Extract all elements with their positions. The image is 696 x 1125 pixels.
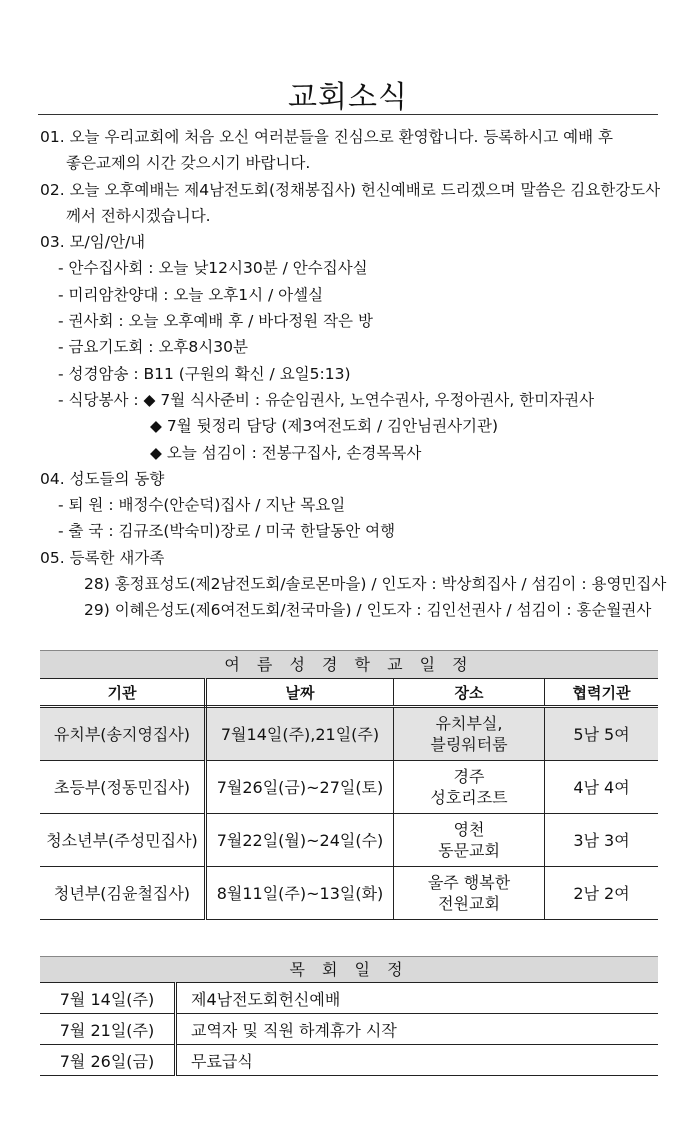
table-row [40, 983, 658, 1014]
notice-04-heading: 04. 성도들의 동향 [40, 469, 165, 488]
table-row [40, 1045, 658, 1076]
partner-cell: 2남 2여 [545, 867, 659, 920]
member-news-item: - 퇴 원 : 배정수(안순덕)집사 / 지난 목요일 [58, 496, 346, 515]
summer-school-heading: 여 름 성 경 학 교 일 정 [40, 650, 658, 679]
date-cell: 7월26일(금)~27일(토) [206, 761, 394, 814]
kitchen-duty-item: ◆ 7월 뒷정리 담당 (제3여전도회 / 김안님권사기관) [150, 417, 499, 436]
place-line: 동문교회 [438, 841, 500, 860]
date-cell: 7월22일(월)~24일(수) [206, 814, 394, 867]
notice-05-heading: 05. 등록한 새가족 [40, 548, 165, 567]
schedule-event-cell: 무료급식 [176, 1045, 659, 1076]
place-cell [394, 707, 545, 761]
dept-cell: 초등부(정동민집사) [40, 761, 206, 814]
notice-02-line1: 02. 오늘 오후예배는 제4남전도회(정채봉집사) 헌신예배로 드리겠으며 말씀은 김요한강도사 [40, 180, 661, 199]
new-member-item: 28) 홍정표성도(제2남전도회/솔로몬마을) / 인도자 : 박상희집사 / 섬김이 : 용영민집사 [84, 575, 667, 594]
kitchen-duty-item: ◆ 오늘 섬김이 : 전봉구집사, 손경목목사 [150, 443, 422, 462]
meeting-item: - 권사회 : 오늘 오후예배 후 / 바다정원 작은 방 [58, 312, 373, 331]
pastoral-schedule-heading: 목 회 일 정 [40, 956, 658, 983]
schedule-event-cell: 교역자 및 직원 하계휴가 시작 [176, 1014, 659, 1045]
column-header: 날짜 [206, 679, 394, 707]
notice-03-heading: 03. 모/임/안/내 [40, 233, 146, 252]
place-line: 울주 행복한 [427, 873, 511, 892]
place-line: 유치부실, [435, 714, 503, 733]
summer-school-table [40, 678, 658, 920]
place-cell [394, 814, 545, 867]
meeting-item: - 안수집사회 : 오늘 낮12시30분 / 안수집사실 [58, 259, 368, 278]
column-header: 기관 [40, 679, 206, 707]
table-row [40, 867, 658, 920]
dept-cell: 유치부(송지영집사) [40, 707, 206, 761]
column-header: 협력기관 [545, 679, 659, 707]
place-cell [394, 761, 545, 814]
date-cell: 7월14일(주),21일(주) [206, 707, 394, 761]
table-row [40, 707, 658, 761]
table-row [40, 761, 658, 814]
partner-cell: 4남 4여 [545, 761, 659, 814]
schedule-event-cell: 제4남전도회헌신예배 [176, 983, 659, 1014]
partner-cell: 5남 5여 [545, 707, 659, 761]
dept-cell: 청소년부(주성민집사) [40, 814, 206, 867]
partner-cell: 3남 3여 [545, 814, 659, 867]
column-header: 장소 [394, 679, 545, 707]
date-cell: 8월11일(주)~13일(화) [206, 867, 394, 920]
meeting-item: - 식당봉사 : ◆ 7월 식사준비 : 유순임권사, 노연수권사, 우정아권사, 한미자권사 [58, 390, 595, 409]
schedule-date-cell: 7월 26일(금) [40, 1045, 176, 1076]
meeting-item: - 금요기도회 : 오후8시30분 [58, 338, 248, 357]
place-line: 성호리조트 [430, 788, 508, 807]
table-row [40, 1014, 658, 1045]
pastoral-schedule-table [40, 982, 658, 1076]
table-header-row [40, 679, 658, 707]
table-row [40, 814, 658, 867]
schedule-date-cell: 7월 14일(주) [40, 983, 176, 1014]
notice-01-line1: 01. 오늘 우리교회에 처음 오신 여러분들을 진심으로 환영합니다. 등록하시고 예배 후 [40, 128, 613, 146]
notice-01-line2: 좋은교제의 시간 갖으시기 바랍니다. [66, 154, 311, 173]
notice-list [40, 124, 667, 624]
title-divider [38, 114, 658, 115]
place-line: 영천 [453, 820, 485, 839]
schedule-date-cell: 7월 21일(주) [40, 1014, 176, 1045]
new-member-item: 29) 이혜은성도(제6여전도회/천국마을) / 인도자 : 김인선권사 / 섬김이 : 홍순월권사 [84, 601, 652, 620]
meeting-item: - 성경암송 : B11 (구원의 확신 / 요일5:13) [58, 364, 351, 383]
place-line: 블링워터룸 [430, 735, 508, 754]
page-title: 교회소식 [288, 80, 408, 115]
member-news-item: - 출 국 : 김규조(박숙미)장로 / 미국 한달동안 여행 [58, 522, 396, 541]
dept-cell: 청년부(김윤철집사) [40, 867, 206, 920]
place-line: 전원교회 [438, 894, 500, 913]
meeting-item: - 미리암찬양대 : 오늘 오후1시 / 아셀실 [58, 285, 324, 304]
notice-02-line2: 께서 전하시겠습니다. [66, 206, 211, 225]
place-cell [394, 867, 545, 920]
place-line: 경주 [453, 767, 485, 786]
